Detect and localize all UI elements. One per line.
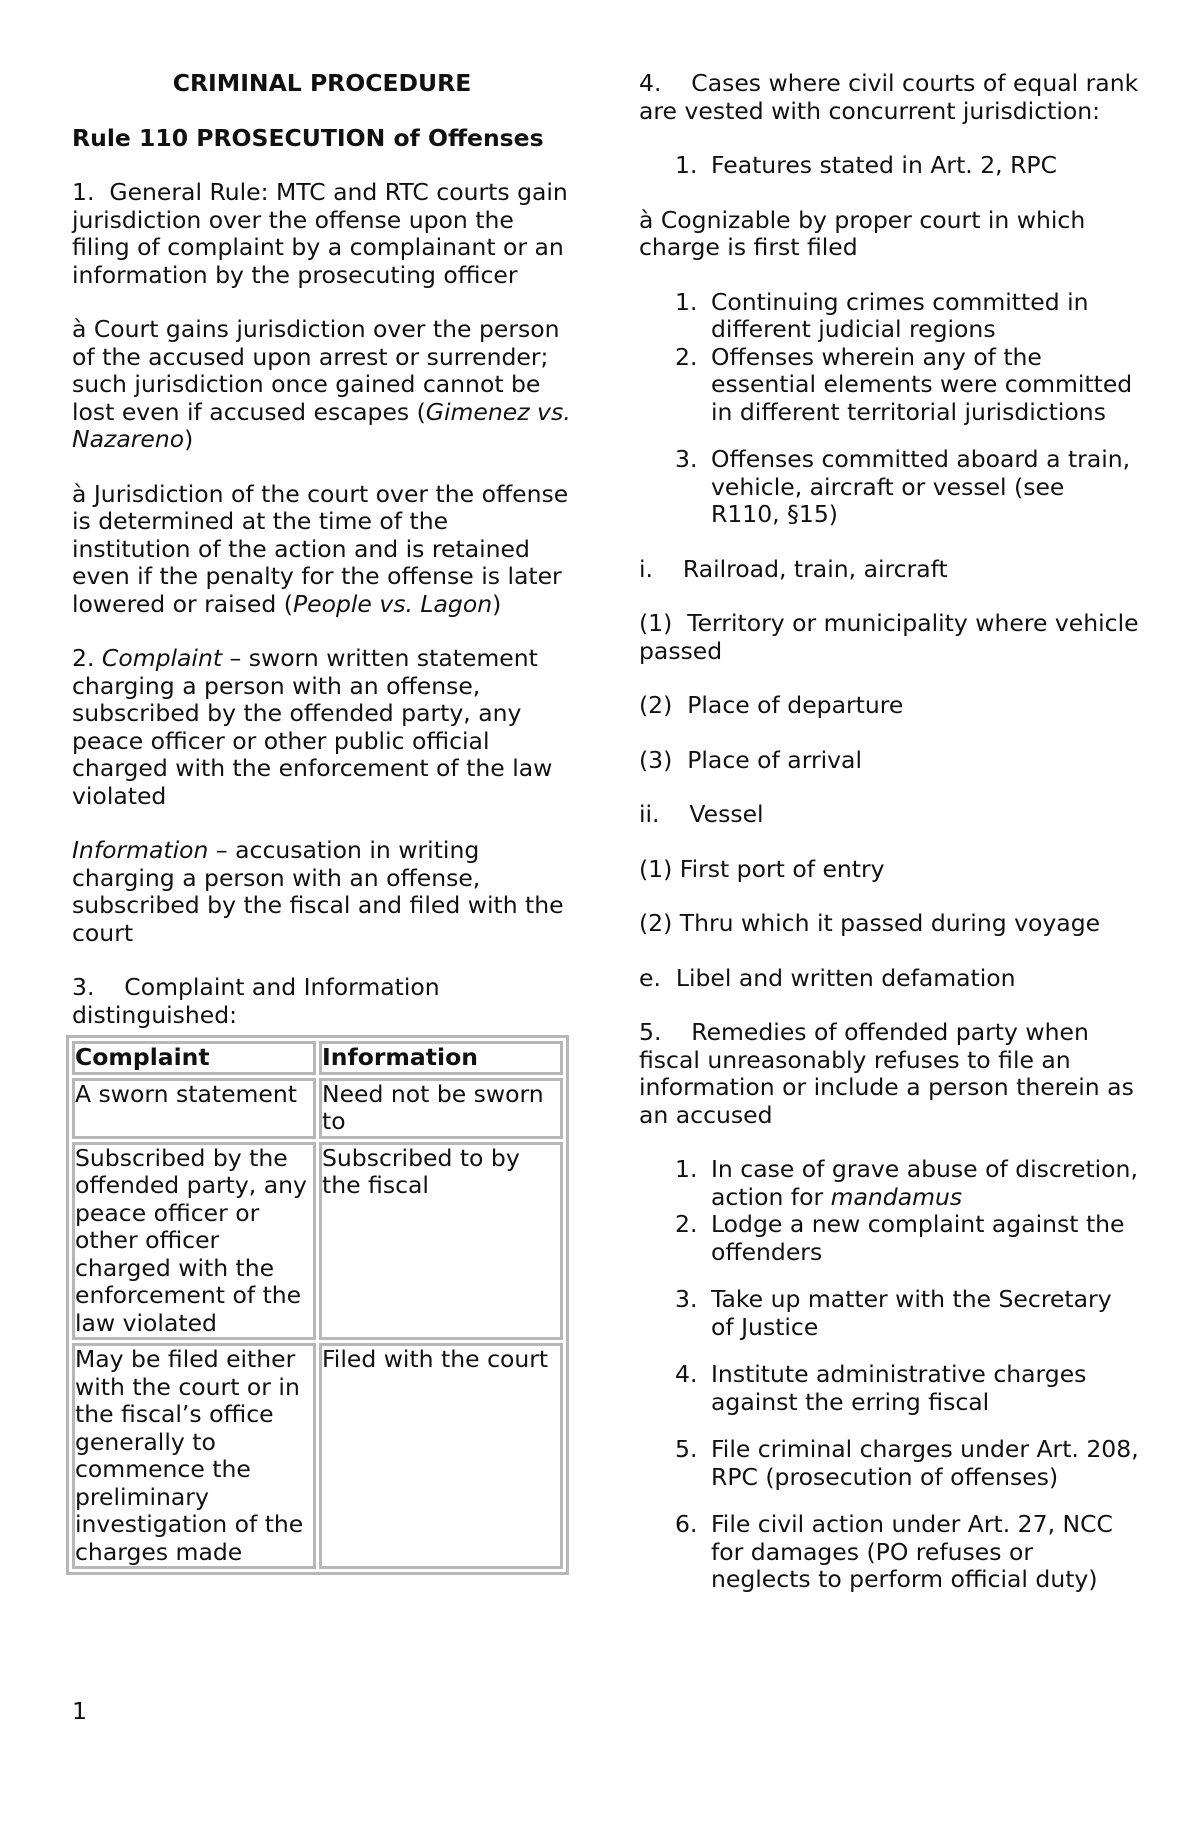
list-number: 4. bbox=[675, 1360, 698, 1388]
vessel-item: (1) First port of entry bbox=[639, 854, 885, 883]
list-number: 1. bbox=[675, 151, 698, 179]
list-item bbox=[675, 446, 1139, 529]
term-complaint: Complaint bbox=[101, 644, 223, 672]
table-cell: Subscribed by the offended party, any peace officer or other officer charged with the enforcement of the law violated bbox=[72, 1142, 316, 1341]
page-number: 1 bbox=[72, 1697, 87, 1725]
table-header-complaint: Complaint bbox=[72, 1041, 316, 1075]
section-2-complaint-definition bbox=[72, 645, 572, 810]
list-text: File criminal charges under Art. 208, RPC (prosecution of offenses) bbox=[711, 1435, 1139, 1491]
rule-heading: Rule 110 PROSECUTION of Offenses bbox=[72, 123, 544, 152]
list-item bbox=[675, 1156, 1139, 1211]
list-text: Take up matter with the Secretary of Justice bbox=[711, 1285, 1112, 1341]
list-number: 2. bbox=[675, 342, 698, 371]
list-number: 2. bbox=[675, 1210, 698, 1238]
table-cell: May be filed either with the court or in the fiscal’s office generally to commence the preliminary investigation of the charges made bbox=[72, 1343, 316, 1569]
note-1-text: à Court gains jurisdiction over the person of the accused upon arrest or surrender; such jurisdiction once gained cannot be lost even if accused escapes ( bbox=[72, 315, 560, 426]
list-number: 1. bbox=[675, 1155, 698, 1183]
table-row bbox=[72, 1142, 563, 1341]
list-item bbox=[675, 289, 1139, 344]
section-4-heading: 4. Cases where civil courts of equal rank are vested with concurrent jurisdiction: bbox=[639, 69, 1146, 125]
remedies-list bbox=[639, 1156, 1139, 1594]
term-mandamus: mandamus bbox=[830, 1182, 963, 1211]
list-text: In case of grave abuse of discretion, action for bbox=[711, 1155, 1138, 1211]
note-court-jurisdiction-person bbox=[72, 316, 572, 454]
list-number: 5. bbox=[675, 1435, 698, 1463]
concurrent-cases-list bbox=[639, 289, 1139, 529]
section-3-heading: 3. Complaint and Information distinguished: bbox=[72, 973, 448, 1029]
table-cell: Need not be sworn to bbox=[319, 1078, 563, 1139]
item-libel: e. Libel and written defamation bbox=[639, 963, 1016, 992]
table-cell: Filed with the court bbox=[319, 1343, 563, 1569]
information-definition bbox=[72, 837, 572, 947]
right-column bbox=[639, 69, 1147, 1621]
section-2-text: – sworn written statement charging a person with an offense, subscribed by the offended party, any peace officer or other public official charged with the enforcement of the law violated bbox=[72, 644, 553, 810]
section-1-number: 1. bbox=[72, 178, 95, 206]
list-item bbox=[675, 1436, 1139, 1491]
list-text: Lodge a new complaint against the offenders bbox=[711, 1210, 1125, 1266]
list-text: File civil action under Art. 27, NCC for damages (PO refuses or neglects to perform official duty) bbox=[711, 1510, 1113, 1593]
information-text: – accusation in writing charging a person with an offense, subscribed by the fiscal and filed with the court bbox=[72, 836, 564, 947]
list-item bbox=[675, 152, 1139, 180]
section-1-text: General Rule: MTC and RTC courts gain jurisdiction over the offense upon the filing of complaint by a complainant or an information by the prosecuting officer bbox=[72, 178, 568, 289]
table-cell: A sworn statement bbox=[72, 1078, 316, 1139]
list-number: 1. bbox=[675, 287, 698, 316]
list-text: Continuing crimes committed in different judicial regions bbox=[711, 287, 1089, 343]
list-item bbox=[675, 1211, 1139, 1266]
page-title: CRIMINAL PROCEDURE bbox=[172, 69, 472, 97]
sub-heading-vessel: ii. Vessel bbox=[639, 800, 764, 828]
case-citation: Gimenez vs. Nazareno bbox=[72, 397, 571, 453]
list-item bbox=[675, 344, 1139, 427]
table-row bbox=[72, 1343, 563, 1569]
left-column bbox=[72, 70, 572, 1575]
table-header-row bbox=[72, 1041, 563, 1075]
comparison-table bbox=[66, 1035, 569, 1575]
railroad-item: (3) Place of arrival bbox=[639, 745, 862, 774]
case-citation: People vs. Lagon bbox=[292, 589, 493, 618]
list-number: 3. bbox=[675, 445, 698, 473]
section-4-list bbox=[639, 152, 1139, 180]
section-1 bbox=[72, 179, 572, 289]
list-item bbox=[675, 1286, 1139, 1341]
note-2-text: à Jurisdiction of the court over the offense is determined at the time of the institution of the action and is retained even if the penalty for the offense is later lowered or raised ( bbox=[72, 479, 569, 618]
section-5-heading: 5. Remedies of offended party when fiscal unreasonably refuses to file an information or include a person therein as an accused bbox=[639, 1018, 1142, 1129]
term-information: Information bbox=[72, 836, 209, 864]
section-2-number: 2. bbox=[72, 644, 95, 672]
list-number: 6. bbox=[675, 1510, 698, 1538]
list-item bbox=[675, 1361, 1139, 1416]
table-header-information: Information bbox=[319, 1041, 563, 1075]
note-2-end: ) bbox=[492, 589, 502, 618]
note-1-end: ) bbox=[184, 425, 194, 453]
list-text: Features stated in Art. 2, RPC bbox=[711, 151, 1058, 179]
list-item bbox=[675, 1511, 1139, 1594]
table-row bbox=[72, 1078, 563, 1139]
list-number: 3. bbox=[675, 1285, 698, 1313]
list-text: Institute administrative charges against the erring fiscal bbox=[711, 1360, 1087, 1416]
railroad-item: (1) Territory or municipality where vehicle passed bbox=[639, 609, 1147, 665]
vessel-item: (2) Thru which it passed during voyage bbox=[639, 909, 1101, 937]
note-cognizable: à Cognizable by proper court in which charge is first filed bbox=[639, 205, 1086, 261]
list-text: Offenses wherein any of the essential elements were committed in different territorial jurisdictions bbox=[711, 342, 1133, 426]
railroad-item: (2) Place of departure bbox=[639, 691, 904, 719]
table-cell: Subscribed to by the fiscal bbox=[319, 1142, 563, 1341]
note-court-jurisdiction-offense bbox=[72, 481, 572, 619]
list-text: Offenses committed aboard a train, vehicle, aircraft or vessel (see R110, §15) bbox=[711, 445, 1131, 528]
sub-heading-railroad: i. Railroad, train, aircraft bbox=[639, 554, 948, 583]
